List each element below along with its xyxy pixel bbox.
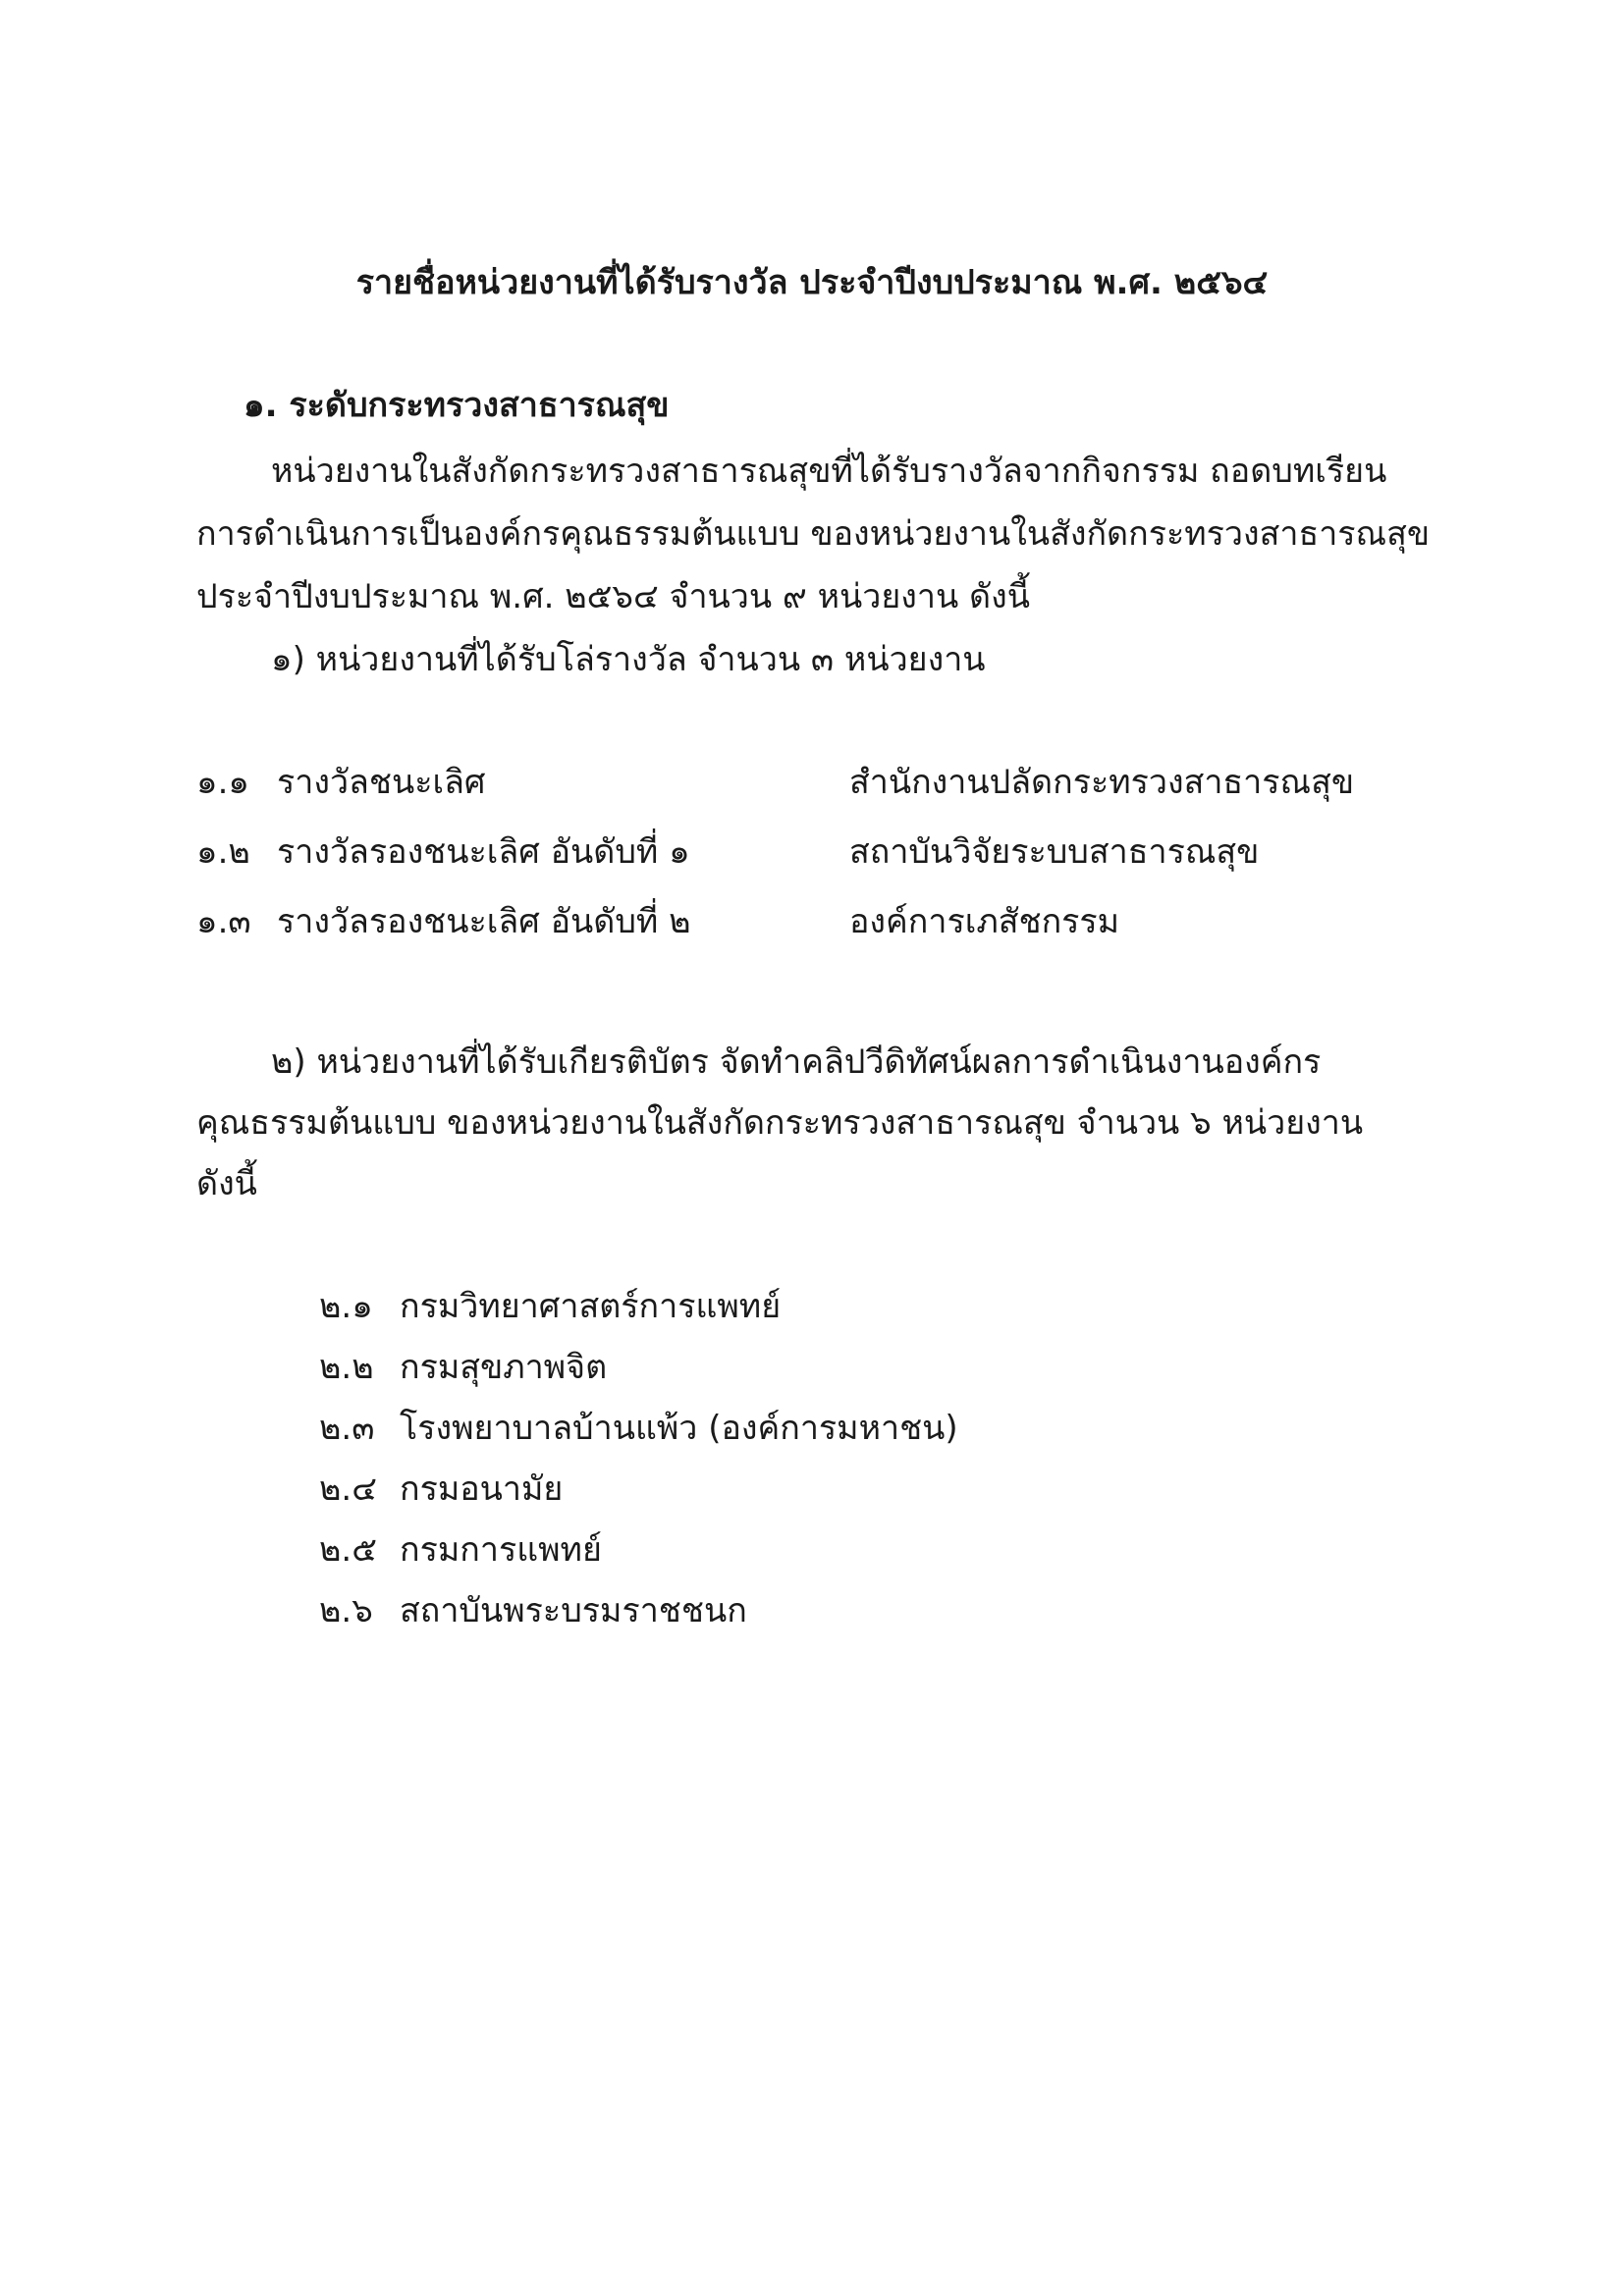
- sub1-heading: ๑) หน่วยงานที่ได้รับโล่รางวัล จำนวน ๓ หน่วยงาน: [271, 640, 986, 679]
- award-label: รางวัลรองชนะเลิศ อันดับที่ ๒: [277, 902, 691, 941]
- certificate-number: ๒.๒: [319, 1348, 374, 1387]
- intro-line-1: [196, 440, 1443, 503]
- intro-line-3: ประจำปีงบประมาณ พ.ศ. ๒๕๖๔ จำนวน ๙ หน่วยงาน ดังนี้: [196, 577, 1030, 616]
- certificate-item: [319, 1459, 1203, 1520]
- certificate-organization: สถาบันพระบรมราชชนก: [400, 1591, 747, 1630]
- certificate-item: [319, 1580, 1203, 1641]
- sub2-line-2: คุณธรรมต้นแบบ ของหน่วยงานในสังกัดกระทรวงสาธารณสุข จำนวน ๖ หน่วยงาน: [196, 1103, 1364, 1143]
- certificate-number: ๒.๑: [319, 1287, 373, 1326]
- certificate-number: ๒.๔: [319, 1469, 377, 1509]
- certificate-organization: โรงพยาบาลบ้านแพ้ว (องค์การมหาชน): [400, 1409, 958, 1448]
- certificate-item: [319, 1276, 1203, 1337]
- intro-line-2: การดำเนินการเป็นองค์กรคุณธรรมต้นแบบ ของหน่วยงานในสังกัดกระทรวงสาธารณสุข: [196, 514, 1431, 554]
- award-row: [196, 821, 1443, 883]
- intro-text-1: หน่วยงานในสังกัดกระทรวงสาธารณสุขที่ได้รับรางวัลจากกิจกรรม ถอดบทเรียน: [271, 452, 1387, 491]
- award-number: ๑.๓: [196, 902, 251, 941]
- document-title: รายชื่อหน่วยงานที่ได้รับรางวัล ประจำปีงบประมาณ พ.ศ. ๒๕๖๔: [355, 263, 1269, 302]
- award-organization: องค์การเภสัชกรรม: [849, 902, 1120, 941]
- certificate-number: ๒.๖: [319, 1591, 373, 1630]
- certificate-item: [319, 1337, 1203, 1398]
- sub2-line-3: ดังนี้: [196, 1164, 257, 1203]
- sub2-text-1: ๒) หน่วยงานที่ได้รับเกียรติบัตร จัดทำคลิปวีดิทัศน์ผลการดำเนินงานองค์กร: [271, 1042, 1322, 1082]
- certificate-organization: กรมวิทยาศาสตร์การแพทย์: [400, 1287, 782, 1326]
- award-number: ๑.๑: [196, 763, 249, 802]
- award-organization: สำนักงานปลัดกระทรวงสาธารณสุข: [849, 763, 1355, 802]
- award-row: [196, 751, 1443, 814]
- certificate-number: ๒.๕: [319, 1530, 377, 1570]
- award-label: รางวัลชนะเลิศ: [277, 763, 486, 802]
- sub2-line-1: [196, 1031, 1443, 1094]
- certificate-number: ๒.๓: [319, 1409, 375, 1448]
- certificate-organization: กรมการแพทย์: [400, 1530, 602, 1570]
- certificate-item: [319, 1398, 1203, 1459]
- certificate-organization: กรมสุขภาพจิต: [400, 1348, 608, 1387]
- award-row: [196, 890, 1443, 953]
- sub1-heading-line: [196, 628, 1443, 691]
- certificate-item: [319, 1520, 1203, 1580]
- award-label: รางวัลรองชนะเลิศ อันดับที่ ๑: [277, 832, 690, 872]
- certificate-organization: กรมอนามัย: [400, 1469, 564, 1509]
- section-heading: ๑. ระดับกระทรวงสาธารณสุข: [244, 386, 670, 425]
- award-organization: สถาบันวิจัยระบบสาธารณสุข: [849, 832, 1260, 872]
- award-number: ๑.๒: [196, 832, 250, 872]
